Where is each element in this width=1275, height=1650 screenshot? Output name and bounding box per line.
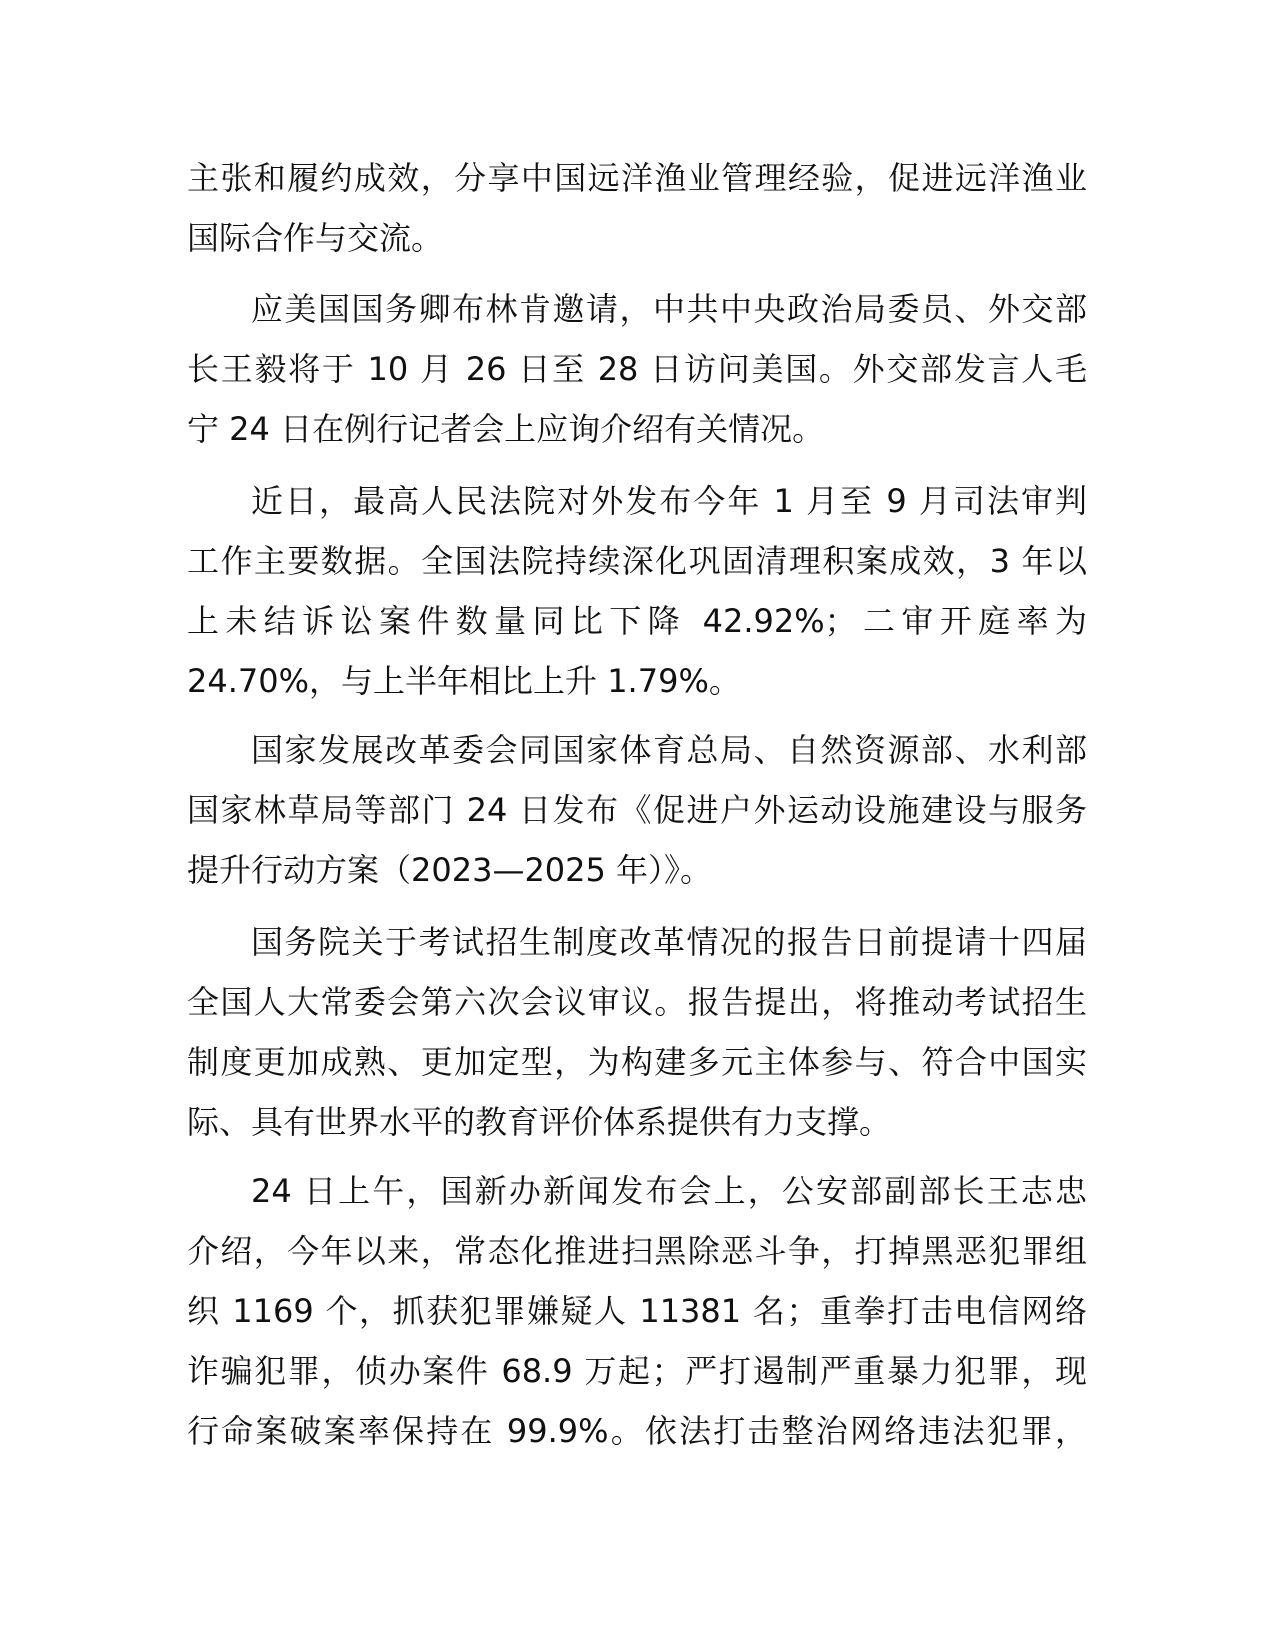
paragraph-5 xyxy=(187,912,1087,1152)
paragraph-6 xyxy=(187,1161,1087,1461)
paragraph-line: 行命案破案率保持在 99.9%。依法打击整治网络违法犯罪， xyxy=(187,1412,1087,1450)
paragraph-line: 长王毅将于 10 月 26 日至 28 日访问美国。外交部发言人毛 xyxy=(187,350,1087,388)
paragraph-line: 国际合作与交流。 xyxy=(187,219,444,257)
paragraph-line: 国家发展改革委会同国家体育总局、自然资源部、水利部 xyxy=(251,731,1087,769)
paragraph-line: 24 日上午，国新办新闻发布会上，公安部副部长王志忠 xyxy=(251,1172,1087,1210)
paragraph-1 xyxy=(187,148,1087,268)
paragraph-line: 工作主要数据。全国法院持续深化巩固清理积案成效，3 年以 xyxy=(187,542,1087,580)
paragraph-line: 近日，最高人民法院对外发布今年 1 月至 9 月司法审判 xyxy=(251,482,1087,520)
paragraph-line: 际、具有世界水平的教育评价体系提供有力支撑。 xyxy=(187,1103,892,1141)
paragraph-line: 全国人大常委会第六次会议审议。报告提出，将推动考试招生 xyxy=(187,983,1087,1021)
paragraph-line: 制度更加成熟、更加定型，为构建多元主体参与、符合中国实 xyxy=(187,1043,1087,1081)
paragraph-line: 提升行动方案（2023—2025 年）》。 xyxy=(187,851,713,889)
paragraph-2 xyxy=(187,279,1087,459)
paragraph-line: 24.70%，与上半年相比上升 1.79%。 xyxy=(187,662,741,700)
paragraph-line: 主张和履约成效，分享中国远洋渔业管理经验，促进远洋渔业 xyxy=(187,159,1087,197)
paragraph-line: 宁 24 日在例行记者会上应询介绍有关情况。 xyxy=(187,410,825,448)
paragraph-line: 介绍，今年以来，常态化推进扫黑除恶斗争，打掉黑恶犯罪组 xyxy=(187,1232,1087,1270)
paragraph-line: 应美国国务卿布林肯邀请，中共中央政治局委员、外交部 xyxy=(251,290,1087,328)
paragraph-line: 上未结诉讼案件数量同比下降 42.92%；二审开庭率为 xyxy=(187,602,1087,640)
paragraph-4 xyxy=(187,720,1087,900)
paragraph-line: 诈骗犯罪，侦办案件 68.9 万起；严打遏制严重暴力犯罪，现 xyxy=(187,1352,1087,1390)
paragraph-line: 织 1169 个，抓获犯罪嫌疑人 11381 名；重拳打击电信网络 xyxy=(187,1292,1087,1330)
paragraph-3 xyxy=(187,471,1087,711)
paragraph-line: 国家林草局等部门 24 日发布《促进户外运动设施建设与服务 xyxy=(187,791,1087,829)
paragraph-line: 国务院关于考试招生制度改革情况的报告日前提请十四届 xyxy=(251,923,1087,961)
